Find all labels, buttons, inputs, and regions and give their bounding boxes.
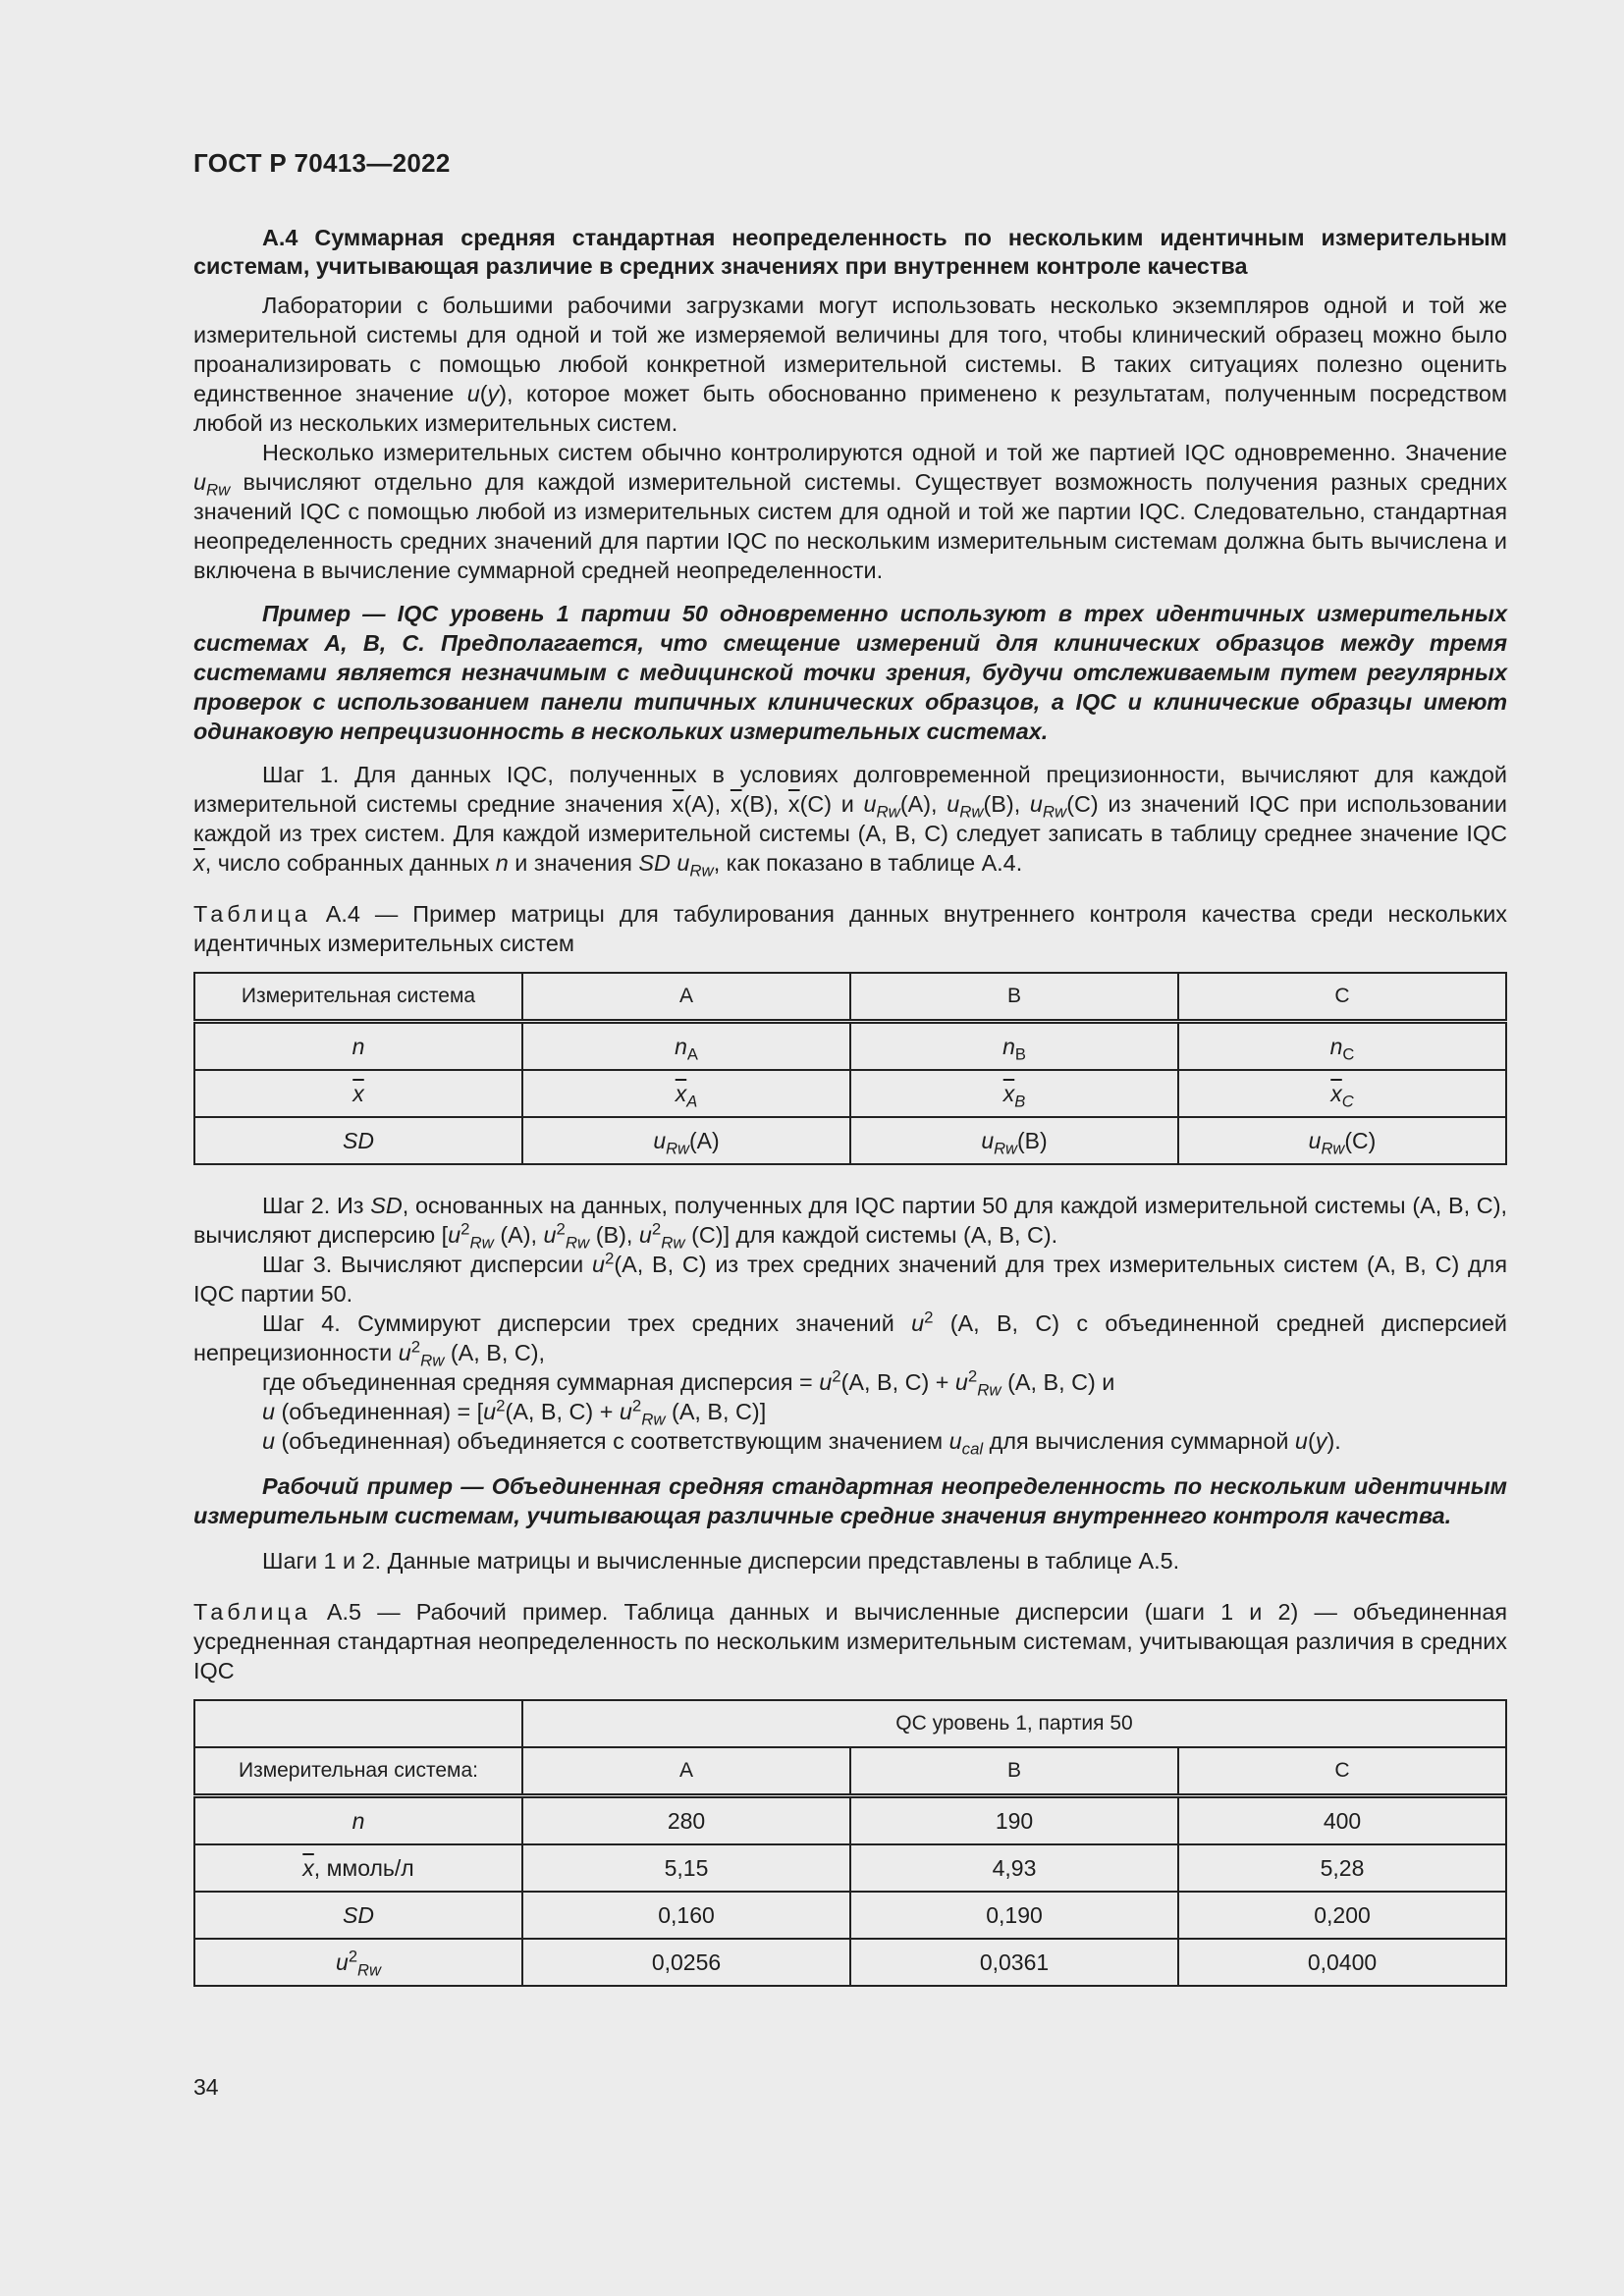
table-cell: 5,15 (522, 1844, 850, 1892)
step-2-paragraph: Шаг 2. Из SD, основанных на данных, полученных для IQC партии 50 для каждой измерительной системы (А, В, С), вычисляют дисперсию [$u^2_{Rw}$ (A), $u^2_{Rw}$ (B), $u^2_{Rw}$ (C)] для каждой системы (А, В, С). (193, 1193, 1507, 1253)
table-cell (194, 1700, 522, 1747)
table-cell: $\overline{x}_A$ (522, 1070, 850, 1117)
table-cell: SD (194, 1117, 522, 1164)
table-cell: 0,0361 (850, 1939, 1178, 1986)
document-header: ГОСТ Р 70413—2022 (193, 148, 451, 178)
table-cell: 0,200 (1178, 1892, 1506, 1939)
table-cell: $u_{Rw}(C)$ (1178, 1117, 1506, 1164)
table-header-cell: Измерительная система (194, 973, 522, 1022)
table-cell: $\overline{x}_C$ (1178, 1070, 1506, 1117)
table-cell: $u^2_{Rw}$ (194, 1939, 522, 1986)
table-cell: $n_B$ (850, 1022, 1178, 1071)
table-row (194, 1117, 1506, 1164)
document-body (193, 224, 1507, 1987)
step-3-paragraph: Шаг 3. Вычисляют дисперсии $u^2(А$, В, С) из трех средних значений для трех измерительных систем (А, В, С) для IQC партии 50. (193, 1249, 1507, 1307)
table-5 (193, 1699, 1507, 1987)
table-row (194, 1939, 1506, 1986)
table-cell: 0,190 (850, 1892, 1178, 1939)
table-4-caption: Таблица А.4 — Пример матрицы для табулирования данных внутреннего контроля качества среди нескольких идентичных измерительных систем (193, 901, 1507, 956)
table-header-cell: B (850, 973, 1178, 1022)
example-paragraph: Пример — IQC уровень 1 партии 50 одновременно используют в трех идентичных измерительных системах А, В, С. Предполагается, что смещение измерений для клинических образцов между тремя системами является незначимым с медицинской точки зрения, будучи отслеживаемым путем регулярных проверок с использованием панели типичных клинических образцов, а IQC и клинические образцы имеют одинаковую непрецизионность в нескольких измерительных системах. (193, 601, 1507, 744)
table-cell: 0,0400 (1178, 1939, 1506, 1986)
table-header-cell: Измерительная система: (194, 1747, 522, 1796)
table-cell: n (194, 1022, 522, 1071)
table-cell: n (194, 1796, 522, 1845)
table-cell: 280 (522, 1796, 850, 1845)
table-row (194, 1892, 1506, 1939)
table-row (194, 1747, 1506, 1796)
paragraph-1: Лаборатории с большими рабочими загрузками могут использовать несколько экземпляров одной и той же измерительной системы для одной и той же измеряемой величины для того, чтобы клинический образец можно было проанализировать с помощью любой конкретной измерительной системы. В таких ситуациях полезно оценить единственное значение u(y), которое может быть обоснованно применено к результатам, полученным посредством любой из нескольких измерительных систем. (193, 293, 1507, 436)
step-1-paragraph: Шаг 1. Для данных IQC, полученных в условиях долговременной прецизионности, вычисляют для каждой измерительной системы средние значения $\overline{x}(A)$, $\overline{x}(B)$, $\overline{x}(C)$ и $u_{Rw}(A)$, $u_{Rw}(B)$, $u_{Rw}(C)$ из значений IQC при использовании каждой из трех систем. Для каждой измерительной системы (А, В, С) следует записать в таблицу среднее значение IQC $\overline{x}$, число собранных данных n и значения SD $u_{Rw}$, как показано в таблице А.4. (193, 762, 1507, 881)
section-heading: А.4 Суммарная средняя стандартная неопределенность по нескольким идентичным измерительным системам, учитывающая различие в средних значениях при внутреннем контроле качества (193, 225, 1507, 279)
worked-example-title: Рабочий пример — Объединенная средняя стандартная неопределенность по нескольким идентичным измерительным системам, учитывающая различные средние значения внутреннего контроля качества. (193, 1473, 1507, 1528)
table-cell: $n_A$ (522, 1022, 850, 1071)
table-row (194, 1070, 1506, 1117)
table-5-caption: Таблица А.5 — Рабочий пример. Таблица данных и вычисленные дисперсии (шаги 1 и 2) — объединенная усредненная стандартная неопределенность по нескольким измерительным системам, учитывающая различия в средних IQC (193, 1599, 1507, 1683)
table-row (194, 1022, 1506, 1071)
table-cell: 0,0256 (522, 1939, 850, 1986)
formula-line-3: u (объединенная) объединяется с соответствующим значением $u_{cal}$ для вычисления суммарной u(y). (262, 1428, 1341, 1459)
table-cell: $n_C$ (1178, 1022, 1506, 1071)
table-row (194, 1700, 1506, 1747)
table-header-cell: C (1178, 973, 1506, 1022)
table-cell: 400 (1178, 1796, 1506, 1845)
table-cell: $\overline{x}_B$ (850, 1070, 1178, 1117)
table-cell: $u_{Rw}(A)$ (522, 1117, 850, 1164)
table-4 (193, 972, 1507, 1165)
table-header-cell: B (850, 1747, 1178, 1796)
table-cell: $u_{Rw}(B)$ (850, 1117, 1178, 1164)
table-header-cell: A (522, 973, 850, 1022)
paragraph-2: Несколько измерительных систем обычно контролируются одной и той же партией IQC одновременно. Значение $u_{Rw}$ вычисляют отдельно для каждой измерительной системы. Существует возможность получения разных средних значений IQC с помощью любой из измерительных систем для одной и той же партии IQC. Следовательно, стандартная неопределенность средних значений для партии IQC по нескольким измерительным системам должна быть вычислена и включена в вычисление суммарной средней неопределенности. (193, 440, 1507, 583)
table-header-cell: A (522, 1747, 850, 1796)
table-cell: SD (194, 1892, 522, 1939)
table-header-cell: C (1178, 1747, 1506, 1796)
table-row (194, 1796, 1506, 1845)
table-row (194, 973, 1506, 1022)
formula-line-1: где объединенная средняя суммарная дисперсия = $u^2(А$, В, $С) + u^2_{Rw}$ (А, В, С) и (262, 1366, 1115, 1400)
table-group-header: QC уровень 1, партия 50 (522, 1700, 1506, 1747)
page-number: 34 (193, 2074, 219, 2100)
table-row (194, 1844, 1506, 1892)
table-cell: 5,28 (1178, 1844, 1506, 1892)
table-cell: $\overline{x}$ (194, 1070, 522, 1117)
table-cell: 4,93 (850, 1844, 1178, 1892)
step-4-paragraph: Шаг 4. Суммируют дисперсии трех средних значений $u^2$ (А, В, С) с объединенной средней дисперсией непрецизионности $u^2_{Rw}$ (А, В, С), (193, 1308, 1507, 1370)
table-cell: 190 (850, 1796, 1178, 1845)
formula-line-2: u (объединенная) = [$u^2(А$, В, $С) + u^2_{Rw}$ (А, В, С)] (262, 1396, 767, 1429)
table-cell: 0,160 (522, 1892, 850, 1939)
steps-1-2-paragraph: Шаги 1 и 2. Данные матрицы и вычисленные дисперсии представлены в таблице А.5. (262, 1548, 1180, 1574)
table-cell: $\overline{x}$, ммоль/л (194, 1844, 522, 1892)
